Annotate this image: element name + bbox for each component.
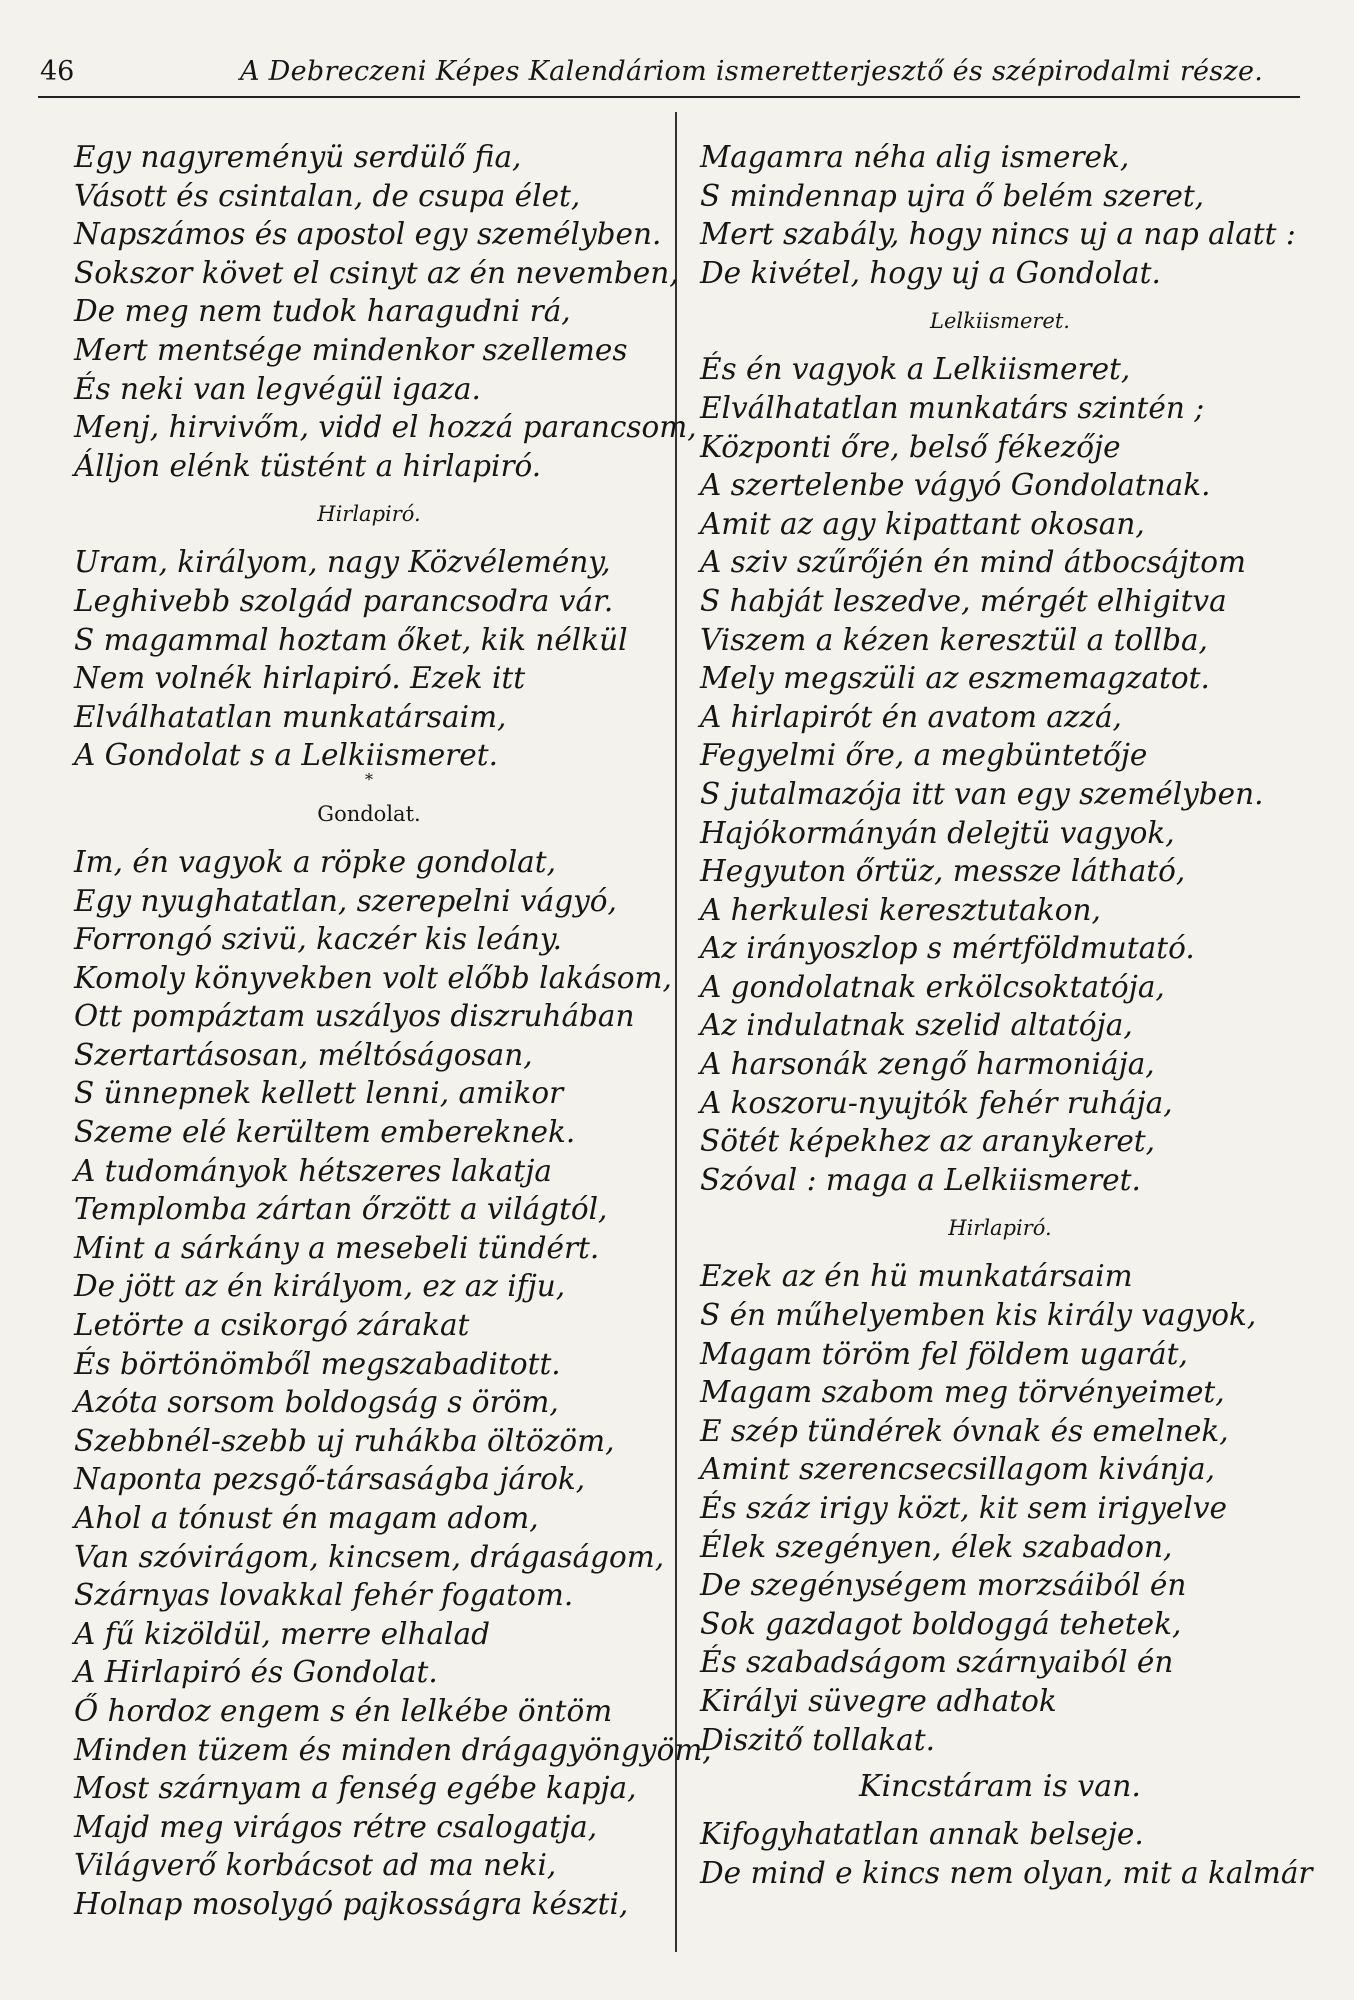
verse-line: A szertelenbe vágyó Gondolatnak.: [700, 468, 1211, 503]
stanza: [74, 843, 712, 1924]
stanza: [700, 138, 1300, 292]
verse-line: Magam töröm fel földem ugarát,: [700, 1336, 1188, 1371]
verse-line: Uram, királyom, nagy Közvélemény,: [74, 545, 611, 580]
verse-line: Hegyuton őrtüz, messze látható,: [700, 854, 1186, 889]
verse-line: Az irányoszlop s mértföldmutató.: [700, 931, 1195, 966]
verse-line: Szertartásosan, méltóságosan,: [74, 1037, 533, 1072]
verse-line: Elválhatatlan munkatárs szintén ;: [700, 390, 1205, 425]
verse-line: De szegénységem morzsáiból én: [700, 1568, 1187, 1603]
verse-line: A harsonák zengő harmoniája,: [700, 1047, 1155, 1082]
verse-line: Most szárnyam a fenség egébe kapja,: [74, 1771, 637, 1806]
verse-line: Egy nagyreményü serdülő fia,: [74, 140, 522, 174]
speaker-heading: Gondolat.: [317, 801, 421, 826]
speaker-heading: Hirlapiró.: [948, 1216, 1052, 1241]
verse-line: Szeme elé kerültem embereknek.: [74, 1115, 576, 1150]
verse-line: Ezek az én hü munkatársaim: [700, 1259, 1133, 1294]
left-column: [74, 138, 712, 1924]
verse-line: Álljon elénk tüstént a hirlapiró.: [74, 448, 542, 483]
section-heading: Kincstáram is van.: [859, 1769, 1141, 1805]
verse-line: De meg nem tudok haragudni rá,: [74, 294, 571, 329]
verse-line: A Hirlapiró és Gondolat.: [74, 1655, 438, 1690]
verse-line: Szebbnél-szebb uj ruhákba öltözöm,: [74, 1423, 615, 1458]
verse-line: A Gondolat s a Lelkiismeret.: [74, 738, 498, 773]
verse-line: Holnap mosolygó pajkosságra készti,: [74, 1886, 629, 1921]
verse-line: Élek szegényen, élek szabadon,: [700, 1529, 1173, 1564]
verse-line: Világverő korbácsot ad ma neki,: [74, 1848, 557, 1883]
verse-line: És száz irigy közt, kit sem irigyelve: [700, 1491, 1227, 1525]
stanza: [700, 1815, 1313, 1892]
verse-line: Sokszor követ el csinyt az én nevemben,: [74, 255, 679, 290]
verse-line: De jött az én királyom, ez az ifju,: [74, 1269, 566, 1304]
verse-line: Királyi süvegre adhatok: [700, 1683, 1057, 1718]
verse-line: Forrongó szivü, kaczér kis leány.: [74, 922, 563, 957]
verse-line: A gondolatnak erkölcsoktatója,: [700, 969, 1165, 1004]
asterisk-mark: *: [365, 769, 373, 789]
verse-line: Sötét képekhez az aranykeret,: [700, 1124, 1156, 1159]
verse-line: A koszoru-nyujtók fehér ruhája,: [700, 1085, 1173, 1120]
verse-line: Szárnyas lovakkal fehér fogatom.: [74, 1578, 574, 1613]
page-header: [40, 56, 1280, 96]
verse-line: Ahol a tónust én magam adom,: [74, 1501, 539, 1535]
verse-line: S ünnepnek kellett lenni, amikor: [74, 1076, 564, 1111]
verse-line: Kifogyhatatlan annak belseje.: [700, 1817, 1144, 1852]
verse-line: Mert mentsége mindenkor szellemes: [74, 332, 628, 367]
verse-line: Szóval : maga a Lelkiismeret.: [700, 1162, 1141, 1197]
verse-line: Nem volnék hirlapiró. Ezek itt: [74, 661, 526, 696]
header-rule: [38, 96, 1300, 98]
verse-line: S habját leszedve, mérgét elhigitva: [700, 583, 1227, 618]
verse-line: Van szóvirágom, kincsem, drágaságom,: [74, 1539, 665, 1574]
verse-line: Az indulatnak szelid altatója,: [700, 1008, 1133, 1043]
verse-line: Naponta pezsgő-társaságba járok,: [74, 1462, 586, 1497]
verse-line: Egy nyughatatlan, szerepelni vágyó,: [74, 883, 617, 918]
stanza: [74, 543, 664, 775]
verse-line: Mint a sárkány a mesebeli tündért.: [74, 1230, 600, 1265]
verse-line: És neki van legvégül igaza.: [74, 371, 481, 406]
verse-line: Fegyelmi őre, a megbüntetője: [700, 738, 1148, 773]
verse-line: Diszitő tollakat.: [700, 1722, 935, 1757]
stanza: [700, 1257, 1300, 1759]
page-number: 46: [40, 56, 75, 87]
verse-line: Im, én vagyok a röpke gondolat,: [74, 844, 556, 879]
verse-line: Vásott és csintalan, de csupa élet,: [74, 178, 581, 213]
verse-line: Menj, hirvivőm, vidd el hozzá parancsom,: [74, 410, 697, 445]
stanza: [74, 138, 697, 485]
verse-line: Amit az agy kipattant okosan,: [700, 506, 1145, 541]
verse-line: Magamra néha alig ismerek,: [700, 140, 1130, 174]
verse-line: S magammal hoztam őket, kik nélkül: [74, 622, 628, 657]
verse-line: Templomba zártan őrzött a világtól,: [74, 1192, 608, 1227]
speaker-heading: Lelkiismeret.: [930, 309, 1070, 334]
verse-line: Komoly könyvekben volt előbb lakásom,: [74, 960, 672, 995]
verse-line: Letörte a csikorgó zárakat: [74, 1308, 470, 1343]
verse-line: Sok gazdagot boldoggá tehetek,: [700, 1606, 1182, 1641]
verse-line: Ott pompáztam uszályos diszruhában: [74, 999, 635, 1034]
verse-line: A herkulesi keresztutakon,: [700, 892, 1101, 927]
verse-line: Elválhatatlan munkatársaim,: [74, 699, 507, 734]
verse-line: És szabadságom szárnyaiból én: [700, 1645, 1174, 1680]
running-title: A Debreczeni Képes Kalendáriom ismeretterjesztő és szépirodalmi része.: [240, 56, 1264, 87]
verse-line: De mind e kincs nem olyan, mit a kalmár: [700, 1855, 1313, 1890]
verse-line: Minden tüzem és minden drágagyöngyöm,: [74, 1732, 712, 1767]
verse-line: És börtönömből megszabaditott.: [74, 1346, 561, 1381]
verse-line: S mindennap ujra ő belém szeret,: [700, 178, 1205, 213]
verse-line: Központi őre, belső fékezője: [700, 429, 1121, 464]
verse-line: A sziv szűrőjén én mind átbocsájtom: [700, 545, 1246, 580]
verse-line: Ő hordoz engem s én lelkébe öntöm: [74, 1693, 613, 1728]
verse-line: De kivétel, hogy uj a Gondolat.: [700, 255, 1161, 290]
verse-line: Viszem a kézen keresztül a tollba,: [700, 622, 1208, 657]
right-column: [700, 138, 1313, 1892]
verse-line: A tudományok hétszeres lakatja: [74, 1153, 553, 1188]
verse-line: Leghivebb szolgád parancsodra vár.: [74, 583, 614, 618]
verse-line: Magam szabom meg törvényeimet,: [700, 1375, 1225, 1410]
stanza: [700, 350, 1300, 1199]
verse-line: Hajókormányán delejtü vagyok,: [700, 815, 1175, 850]
verse-line: E szép tündérek óvnak és emelnek,: [700, 1413, 1229, 1448]
speaker-heading: Hirlapiró.: [317, 502, 421, 527]
verse-line: Napszámos és apostol egy személyben.: [74, 217, 662, 252]
verse-line: Amint szerencsecsillagom kivánja,: [700, 1452, 1215, 1487]
verse-line: Mely megszüli az eszmemagzatot.: [700, 661, 1210, 696]
verse-line: Mert szabály, hogy nincs uj a nap alatt :: [700, 217, 1296, 252]
verse-line: Majd meg virágos rétre csalogatja,: [74, 1809, 598, 1844]
verse-line: S én műhelyemben kis király vagyok,: [700, 1298, 1257, 1333]
verse-line: És én vagyok a Lelkiismeret,: [700, 352, 1131, 387]
verse-line: A hirlapirót én avatom azzá,: [700, 699, 1122, 734]
column-divider: [675, 112, 677, 1952]
verse-line: A fű kizöldül, merre elhalad: [74, 1616, 490, 1651]
verse-line: S jutalmazója itt van egy személyben.: [700, 776, 1264, 811]
verse-line: Azóta sorsom boldogság s öröm,: [74, 1385, 559, 1420]
